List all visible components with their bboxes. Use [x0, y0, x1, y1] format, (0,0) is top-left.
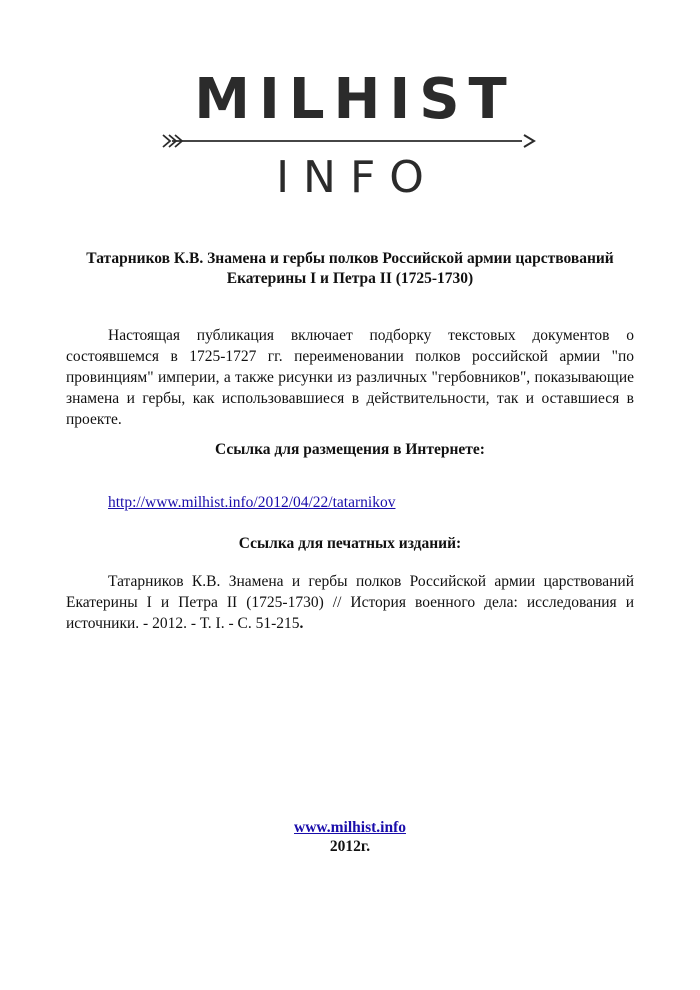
citation-end: .	[299, 615, 304, 632]
title-line-1: Татарников К.В. Знамена и гербы полков Российской армии царствований	[86, 250, 614, 267]
logo-sub-text: INFO	[276, 152, 438, 203]
title-line-2: Екатерины I и Петра II (1725-1730)	[226, 270, 474, 287]
arrow-divider-icon	[160, 134, 540, 148]
citation-paragraph	[66, 571, 634, 634]
print-link-heading: Ссылка для печатных изданий:	[238, 535, 462, 552]
footer-year: 2012г.	[329, 838, 371, 855]
milhist-logo	[0, 67, 700, 203]
footer	[0, 818, 700, 856]
intro-paragraph: Настоящая публикация включает подборку текстовых документов о состоявшемся в 1725-1727 гг. переименовании полков российской армии "по провинциям" империи, а также рисунки из различных "гербовников", показывающие знамена и гербы, как использовавшиеся в действительности, так и оставшиеся в проекте.	[66, 327, 634, 428]
citation-text: Татарников К.В. Знамена и гербы полков Российской армии царствований Екатерины I и Петра II (1725-1730) // История военного дела: исследования и источники. - 2012. - Т. I. - С. 51-215	[66, 573, 634, 632]
document-title	[60, 249, 640, 289]
internet-link[interactable]: http://www.milhist.info/2012/04/22/tatarnikov	[108, 494, 396, 511]
logo-main-text: MILHIST	[194, 67, 516, 132]
internet-link-heading: Ссылка для размещения в Интернете:	[215, 441, 485, 458]
footer-site-link[interactable]: www.milhist.info	[294, 819, 406, 836]
